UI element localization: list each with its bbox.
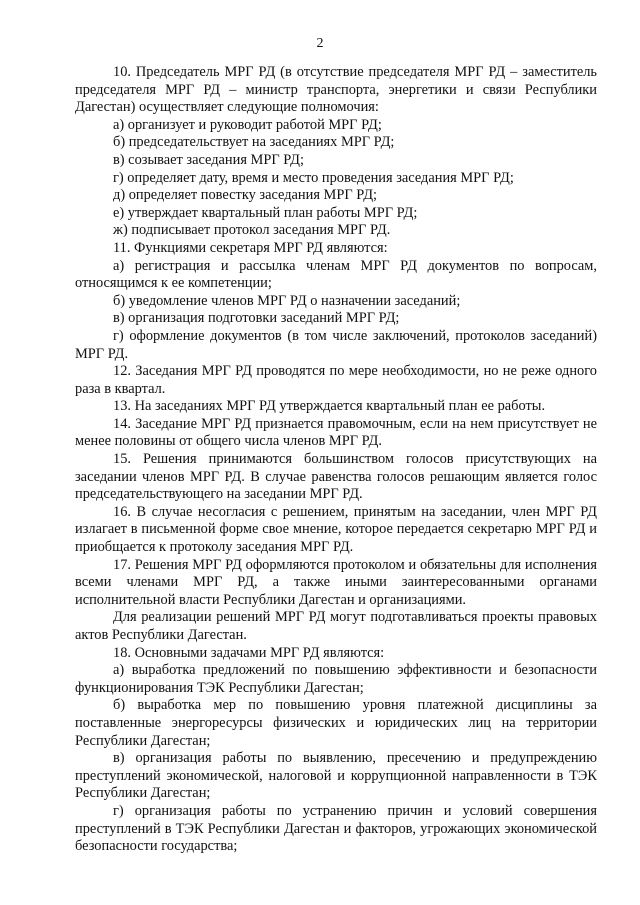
paragraph-16: 16. В случае несогласия с решением, принятым на заседании, член МРГ РД излагает в письменной форме свое мнение, которое передается секретарю МРГ РД и приобщается к протоколу заседания МРГ РД. [75, 503, 597, 556]
list-item-11c: в) организация подготовки заседаний МРГ РД; [113, 310, 400, 327]
list-item-18b: б) выработка мер по повышению уровня платежной дисциплины за поставленные энергоресурсы физических и юридических лиц на территории Республики Дагестан; [75, 697, 597, 749]
list-item-11b: б) уведомление членов МРГ РД о назначении заседаний; [113, 292, 461, 309]
paragraph-18: 18. Основными задачами МРГ РД являются: [113, 644, 385, 661]
list-item-18a: а) выработка предложений по повышению эффективности и безопасности функционирования ТЭК Республики Дагестан; [75, 662, 597, 696]
list-item-10d: г) определяет дату, время и место проведения заседания МРГ РД; [113, 169, 514, 186]
list-item-18d: г) организация работы по устранению причин и условий совершения преступлений в ТЭК Республики Дагестан и факторов, угрожающих экономической безопасности государства; [75, 802, 597, 855]
paragraph-14: 14. Заседание МРГ РД признается правомочным, если на нем присутствует не менее половины от общего числа членов МРГ РД. [75, 415, 597, 450]
list-item-10e: д) определяет повестку заседания МРГ РД; [113, 187, 378, 204]
paragraph-15: 15. Решения принимаются большинством голосов присутствующих на заседании членов МРГ РД. В случае равенства голосов решающим является голос председательствующего на заседании МРГ РД. [75, 451, 597, 503]
paragraph-10: 10. Председатель МРГ РД (в отсутствие председателя МРГ РД – заместитель председателя МРГ РД – министр транспорта, энергетики и связи Республики Дагестан) осуществляет следующие полномочия: [75, 64, 597, 116]
list-item-10a: а) организует и руководит работой МРГ РД; [113, 116, 382, 133]
list-item-10f: е) утверждает квартальный план работы МРГ РД; [113, 204, 418, 221]
paragraph-17: 17. Решения МРГ РД оформляются протоколом и обязательны для исполнения всеми членами МРГ РД, а также иными заинтересованными органами исполнительной власти Республики Дагестан и организациями. [75, 556, 597, 608]
paragraph-12: 12. Заседания МРГ РД проводятся по мере необходимости, но не реже одного раза в квартал. [75, 363, 597, 397]
paragraph-11: 11. Функциями секретаря МРГ РД являются: [113, 239, 388, 256]
list-item-11a: а) регистрация и рассылка членам МРГ РД документов по вопросам, относящимся к ее компетенции; [75, 257, 597, 292]
list-item-11d: г) оформление документов (в том числе заключений, протоколов заседаний) МРГ РД. [75, 327, 597, 362]
list-item-10b: б) председательствует на заседаниях МРГ РД; [113, 134, 395, 151]
paragraph-13: 13. На заседаниях МРГ РД утверждается квартальный план ее работы. [113, 398, 546, 415]
list-item-10c: в) созывает заседания МРГ РД; [113, 151, 304, 168]
document-body [75, 64, 597, 856]
page-number: 2 [316, 36, 324, 51]
list-item-10g: ж) подписывает протокол заседания МРГ РД. [113, 222, 391, 239]
list-item-18c: в) организация работы по выявлению, пресечению и предупреждению преступлений экономической, налоговой и коррупционной направленности в ТЭК Республики Дагестан; [75, 750, 597, 802]
paragraph-17-continued: Для реализации решений МРГ РД могут подготавливаться проекты правовых актов Республики Дагестан. [75, 609, 597, 643]
